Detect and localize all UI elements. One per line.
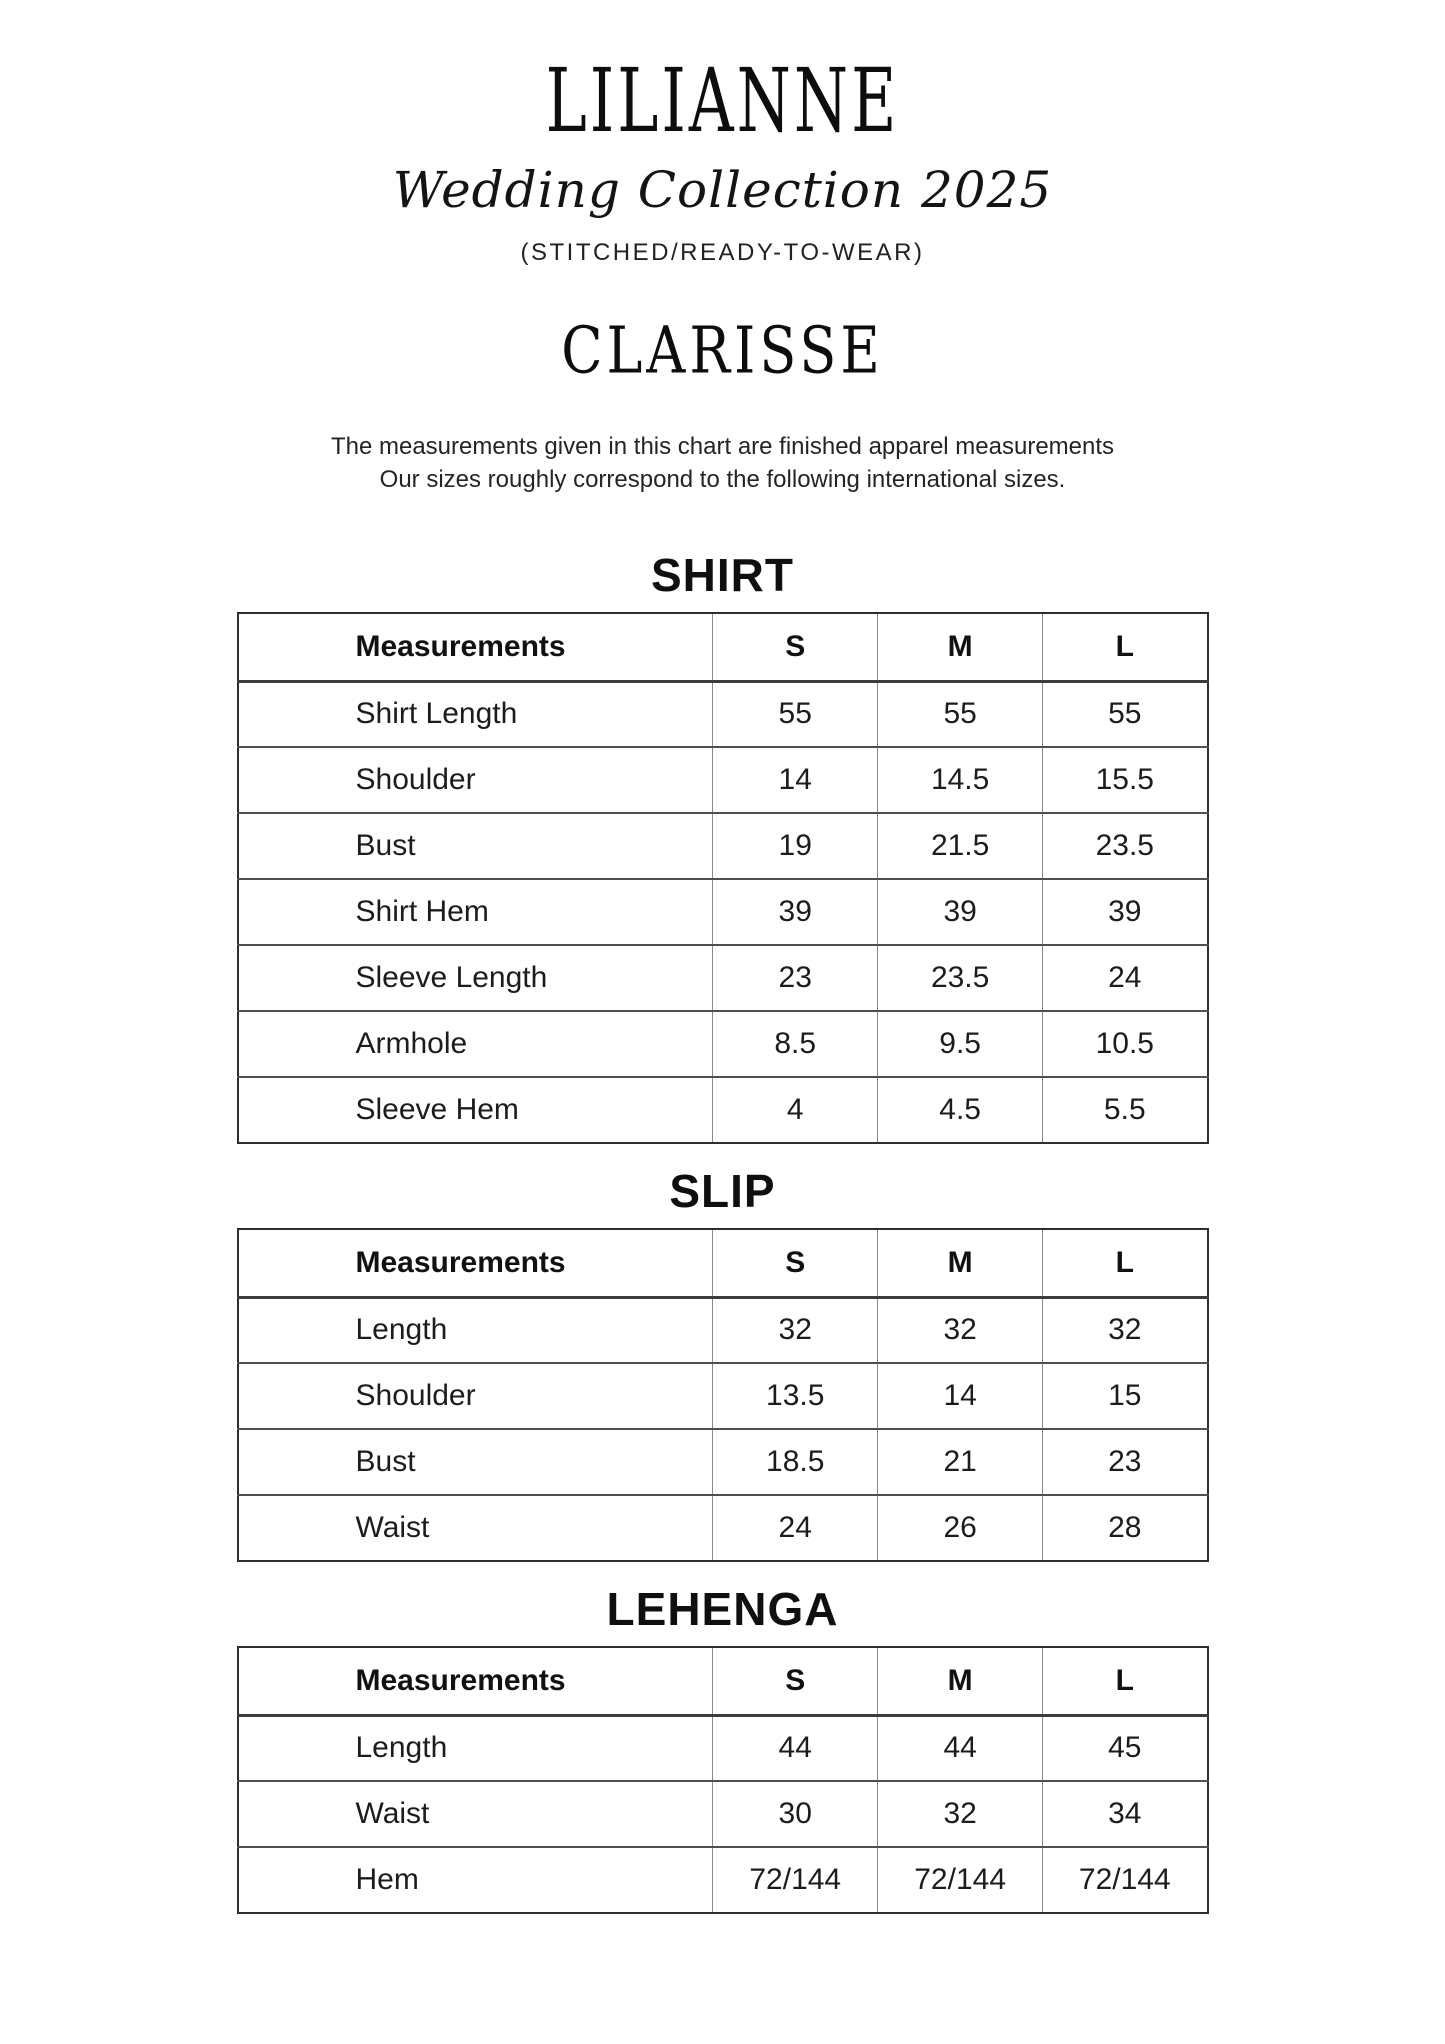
value-s: 32	[713, 1297, 878, 1363]
measurement-label: Sleeve Length	[238, 945, 713, 1011]
value-l: 72/144	[1043, 1847, 1208, 1913]
table-row	[238, 1715, 1208, 1781]
measurement-label: Waist	[238, 1781, 713, 1847]
column-header-s: S	[713, 1229, 878, 1297]
table-header-row	[238, 613, 1208, 681]
value-l: 45	[1043, 1715, 1208, 1781]
value-s: 18.5	[713, 1429, 878, 1495]
table-row	[238, 1495, 1208, 1561]
slip-section	[0, 1164, 1445, 1562]
value-s: 19	[713, 813, 878, 879]
value-l: 55	[1043, 681, 1208, 747]
column-header-m: M	[878, 613, 1043, 681]
section-title-slip: SLIP	[669, 1165, 776, 1217]
document-header	[0, 48, 1445, 496]
table-row	[238, 879, 1208, 945]
value-s: 8.5	[713, 1011, 878, 1077]
value-s: 13.5	[713, 1363, 878, 1429]
value-l: 24	[1043, 945, 1208, 1011]
table-row	[238, 1297, 1208, 1363]
measurement-label: Bust	[238, 813, 713, 879]
measurement-label: Sleeve Hem	[238, 1077, 713, 1143]
table-row	[238, 1847, 1208, 1913]
intro-line-1: The measurements given in this chart are finished apparel measurements	[330, 433, 1115, 460]
value-m: 9.5	[878, 1011, 1043, 1077]
measurement-label: Bust	[238, 1429, 713, 1495]
table-row	[238, 681, 1208, 747]
value-m: 4.5	[878, 1077, 1043, 1143]
table-row	[238, 1363, 1208, 1429]
measurement-label: Armhole	[238, 1011, 713, 1077]
table-row	[238, 813, 1208, 879]
value-l: 15	[1043, 1363, 1208, 1429]
value-m: 32	[878, 1297, 1043, 1363]
column-header-l: L	[1043, 1229, 1208, 1297]
intro-line-2: Our sizes roughly correspond to the following international sizes.	[379, 466, 1066, 493]
value-l: 23	[1043, 1429, 1208, 1495]
section-title-lehenga: LEHENGA	[606, 1583, 839, 1635]
measurement-label: Shoulder	[238, 747, 713, 813]
value-m: 44	[878, 1715, 1043, 1781]
value-l: 15.5	[1043, 747, 1208, 813]
slip-size-table	[237, 1228, 1209, 1562]
value-l: 32	[1043, 1297, 1208, 1363]
measurement-label: Shirt Length	[238, 681, 713, 747]
column-header-s: S	[713, 1647, 878, 1715]
intro-text	[0, 430, 1445, 496]
shirt-size-table	[237, 612, 1209, 1144]
column-header-measurements: Measurements	[355, 1663, 566, 1697]
column-header-measurements: Measurements	[355, 629, 566, 663]
value-l: 28	[1043, 1495, 1208, 1561]
value-m: 72/144	[878, 1847, 1043, 1913]
table-row	[238, 1429, 1208, 1495]
value-m: 14	[878, 1363, 1043, 1429]
value-m: 39	[878, 879, 1043, 945]
measurement-label: Length	[238, 1715, 713, 1781]
table-row	[238, 1781, 1208, 1847]
measurement-label: Waist	[238, 1495, 713, 1561]
value-s: 44	[713, 1715, 878, 1781]
value-l: 23.5	[1043, 813, 1208, 879]
column-header-s: S	[713, 613, 878, 681]
value-m: 21	[878, 1429, 1043, 1495]
table-header-row	[238, 1229, 1208, 1297]
value-s: 24	[713, 1495, 878, 1561]
value-s: 23	[713, 945, 878, 1011]
column-header-m: M	[878, 1647, 1043, 1715]
lehenga-section	[0, 1582, 1445, 1914]
table-row	[238, 747, 1208, 813]
value-s: 4	[713, 1077, 878, 1143]
section-title-shirt: SHIRT	[651, 549, 794, 601]
column-header-l: L	[1043, 613, 1208, 681]
value-l: 34	[1043, 1781, 1208, 1847]
table-row	[238, 945, 1208, 1011]
table-row	[238, 1077, 1208, 1143]
measurement-label: Shoulder	[238, 1363, 713, 1429]
value-l: 5.5	[1043, 1077, 1208, 1143]
value-s: 72/144	[713, 1847, 878, 1913]
column-header-measurements: Measurements	[355, 1245, 566, 1279]
value-l: 10.5	[1043, 1011, 1208, 1077]
column-header-m: M	[878, 1229, 1043, 1297]
value-s: 30	[713, 1781, 878, 1847]
table-row	[238, 1011, 1208, 1077]
brand-logo: LILIANNE	[545, 48, 900, 153]
value-l: 39	[1043, 879, 1208, 945]
value-s: 39	[713, 879, 878, 945]
value-m: 21.5	[878, 813, 1043, 879]
value-s: 55	[713, 681, 878, 747]
column-header-l: L	[1043, 1647, 1208, 1715]
value-m: 14.5	[878, 747, 1043, 813]
measurement-label: Shirt Hem	[238, 879, 713, 945]
shirt-section	[0, 548, 1445, 1144]
table-header-row	[238, 1647, 1208, 1715]
measurement-label: Length	[238, 1297, 713, 1363]
value-m: 55	[878, 681, 1043, 747]
lehenga-size-table	[237, 1646, 1209, 1914]
collection-title: Wedding Collection 2025	[392, 161, 1053, 219]
value-m: 23.5	[878, 945, 1043, 1011]
product-name: CLARISSE	[561, 312, 884, 389]
value-m: 26	[878, 1495, 1043, 1561]
stitched-subtitle: (STITCHED/READY-TO-WEAR)	[520, 239, 925, 266]
value-s: 14	[713, 747, 878, 813]
measurement-label: Hem	[238, 1847, 713, 1913]
value-m: 32	[878, 1781, 1043, 1847]
